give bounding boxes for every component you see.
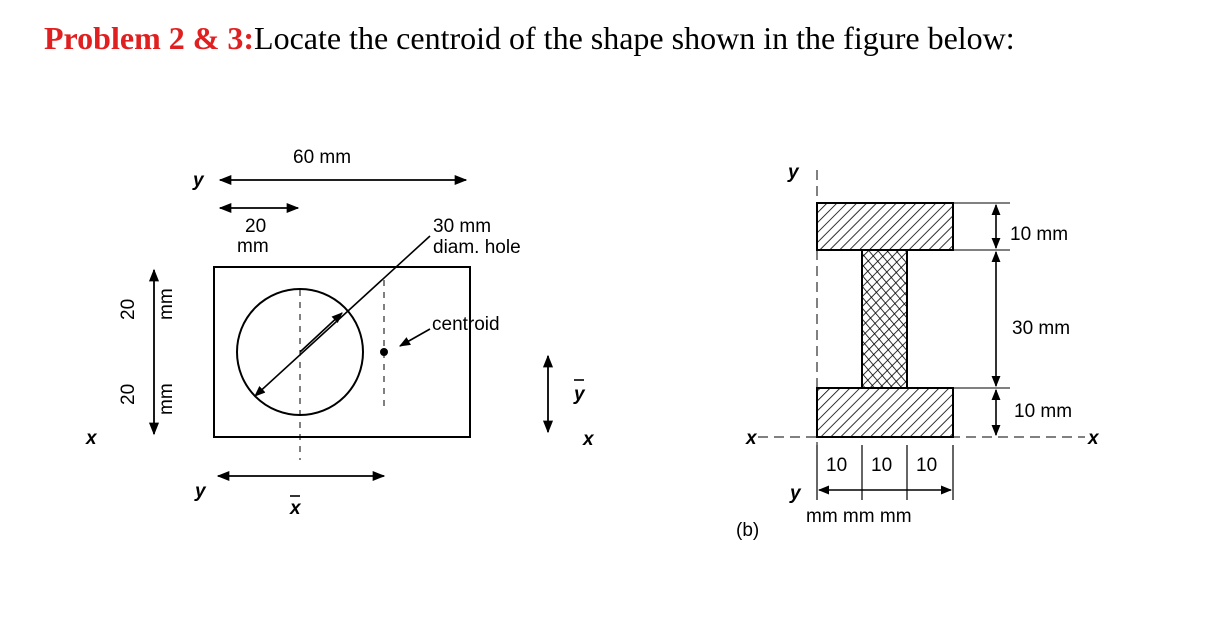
seg-units-label: mm mm mm bbox=[806, 506, 912, 527]
seg-label-2: 10 bbox=[871, 455, 893, 476]
centroid-dot bbox=[380, 348, 388, 356]
diameter-arrow bbox=[300, 313, 342, 352]
seg-label-1: 10 bbox=[826, 455, 848, 476]
left-dim-upper-number: 20 bbox=[118, 298, 139, 320]
hole-label-desc: diam. hole bbox=[433, 237, 521, 258]
problem-number: Problem 2 & 3: bbox=[44, 20, 255, 56]
ybar-label: y bbox=[574, 384, 585, 405]
fig-b-axis-y-top: y bbox=[788, 162, 799, 183]
figure-b bbox=[736, 162, 1100, 541]
fig-b-axis-x-right: x bbox=[1088, 428, 1099, 449]
axis-y-bottom-label: y bbox=[195, 481, 206, 502]
fig-b-axis-y-bottom: y bbox=[790, 483, 801, 504]
top-flange-label: 10 mm bbox=[1010, 224, 1069, 245]
web-hatch bbox=[862, 250, 907, 388]
left-dim-lower-unit: mm bbox=[156, 383, 177, 415]
axis-y-top-label: y bbox=[193, 170, 204, 191]
left-dim-lower-number: 20 bbox=[118, 383, 139, 405]
web-label: 30 mm bbox=[1012, 318, 1071, 339]
xbar-label: x bbox=[290, 498, 301, 519]
fig-b-caption: (b) bbox=[736, 520, 760, 541]
hole-label-size: 30 mm bbox=[433, 216, 492, 237]
bottom-flange-label: 10 mm bbox=[1014, 401, 1073, 422]
figure-a bbox=[85, 147, 595, 519]
axis-x-right-label: x bbox=[583, 429, 594, 450]
axis-x-left-label: x bbox=[86, 428, 97, 449]
width-label: 60 mm bbox=[293, 147, 352, 168]
diameter-leader bbox=[255, 236, 430, 396]
problem-statement: Locate the centroid of the shape shown in the figure below: bbox=[254, 20, 1015, 56]
centroid-leader bbox=[400, 329, 430, 346]
offset-label-unit: mm bbox=[237, 236, 269, 257]
seg-label-3: 10 bbox=[916, 455, 938, 476]
offset-label-number: 20 bbox=[245, 216, 267, 237]
centroid-label: centroid bbox=[432, 314, 500, 335]
left-dim-upper-unit: mm bbox=[156, 288, 177, 320]
fig-b-axis-x-left: x bbox=[746, 428, 757, 449]
plate-outline bbox=[214, 267, 470, 437]
